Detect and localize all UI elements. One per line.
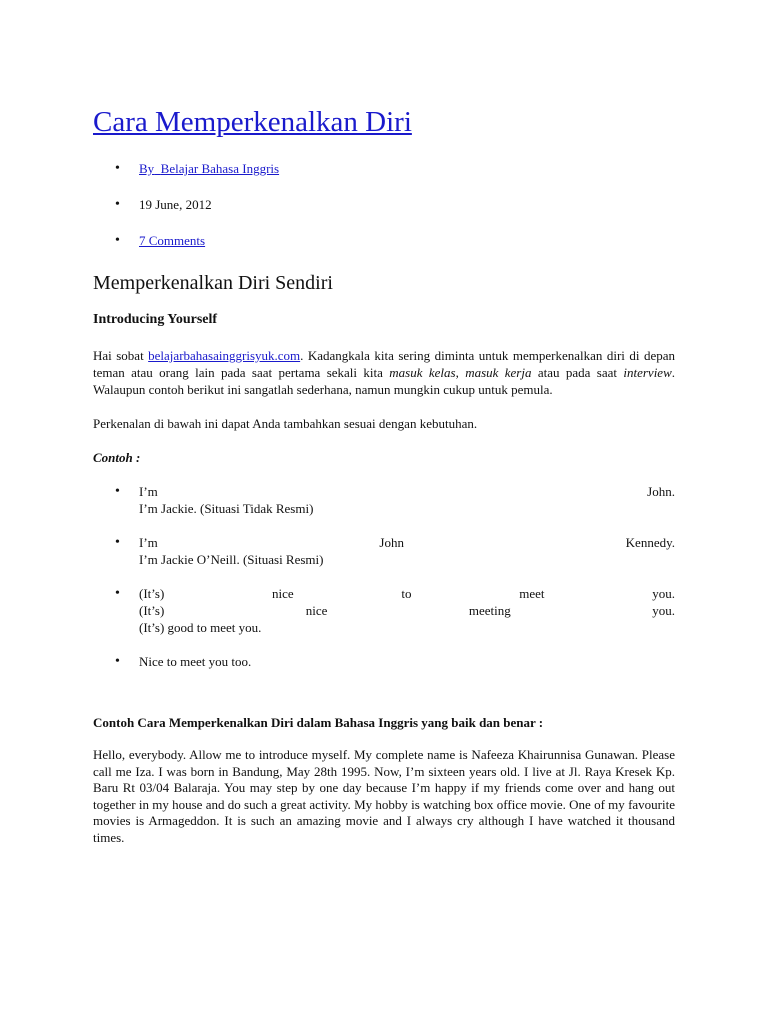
example-item — [139, 653, 675, 670]
example-line: • I’m John Kennedy. — [139, 535, 675, 550]
example-line: • Nice to meet you too. — [139, 654, 252, 669]
intro-paragraph — [93, 347, 675, 398]
intro-sep: , — [455, 365, 459, 380]
meta-author — [139, 160, 675, 177]
site-link[interactable]: belajarbahasainggrisyuk.com — [148, 348, 301, 363]
example-line: (It’s) nice meeting you. — [139, 603, 675, 618]
author-link[interactable] — [139, 161, 279, 176]
example-line: I’m Jackie O’Neill. (Situasi Resmi) — [139, 552, 324, 567]
article-subheading: Memperkenalkan Diri Sendiri — [93, 272, 333, 294]
meta-comments — [139, 232, 675, 249]
article-body — [93, 104, 675, 847]
intro-text-c: . Walaupun contoh berikut ini sangatlah sederhana, namun mungkin cukup untuk pemula. — [93, 365, 676, 397]
intro-em-masuk-kerja: masuk kerja — [465, 365, 532, 380]
contoh-label: Contoh : — [93, 450, 141, 465]
second-paragraph: Perkenalan di bawah ini dapat Anda tambahkan sesuai dengan kebutuhan. — [93, 416, 478, 431]
example-item — [139, 585, 675, 636]
article-meta-list — [93, 160, 675, 249]
by-prefix: By — [139, 161, 155, 176]
meta-date — [139, 196, 675, 213]
example-line: I’m Jackie. (Situasi Tidak Resmi) — [139, 501, 314, 516]
article-title-link[interactable]: Cara Memperkenalkan Diri — [93, 106, 412, 138]
example-line: • I’m John. — [139, 484, 675, 499]
example-item — [139, 534, 675, 568]
intro-text-b: atau pada saat — [537, 365, 617, 380]
example-item — [139, 483, 675, 517]
intro-em-interview: interview — [623, 365, 672, 380]
article-title — [93, 104, 675, 140]
example-line: • (It’s) nice to meet you. — [139, 586, 675, 601]
intro-text-a: . Kadangkala kita sering diminta untuk memperkenalkan diri di depan teman atau orang lain pada saat pertama sekali kita — [93, 348, 675, 380]
examples-list — [93, 483, 675, 670]
author-name: Belajar Bahasa Inggris — [160, 161, 280, 176]
story-paragraph: Hello, everybody. Allow me to introduce myself. My complete name is Nafeeza Khairunnisa Gunawan. Please call me Iza. I was born in Bandung, May 28th 1995. Now, I’m sixteen years old. I live at Jl. Raya Kresek Kp. Baru Rt 03/04 Balaraja. You may step by one day because I’m happy if my friends come over and hang out together in my house and do such a great activity. My hobby is watching box office movie. One of my favourite movies is Armageddon. It is such an amazing movie and I always cry although I have watched it thousand times. — [93, 747, 675, 845]
section-heading: Introducing Yourself — [93, 312, 218, 327]
intro-greeting: Hai sobat — [93, 348, 144, 363]
intro-em-masuk-kelas: masuk kelas — [389, 365, 456, 380]
example-line: (It’s) good to meet you. — [139, 620, 262, 635]
comments-link[interactable]: 7 Comments — [139, 233, 206, 248]
post-date: 19 June, 2012 — [139, 197, 212, 212]
example-heading: Contoh Cara Memperkenalkan Diri dalam Bahasa Inggris yang baik dan benar : — [93, 715, 544, 730]
